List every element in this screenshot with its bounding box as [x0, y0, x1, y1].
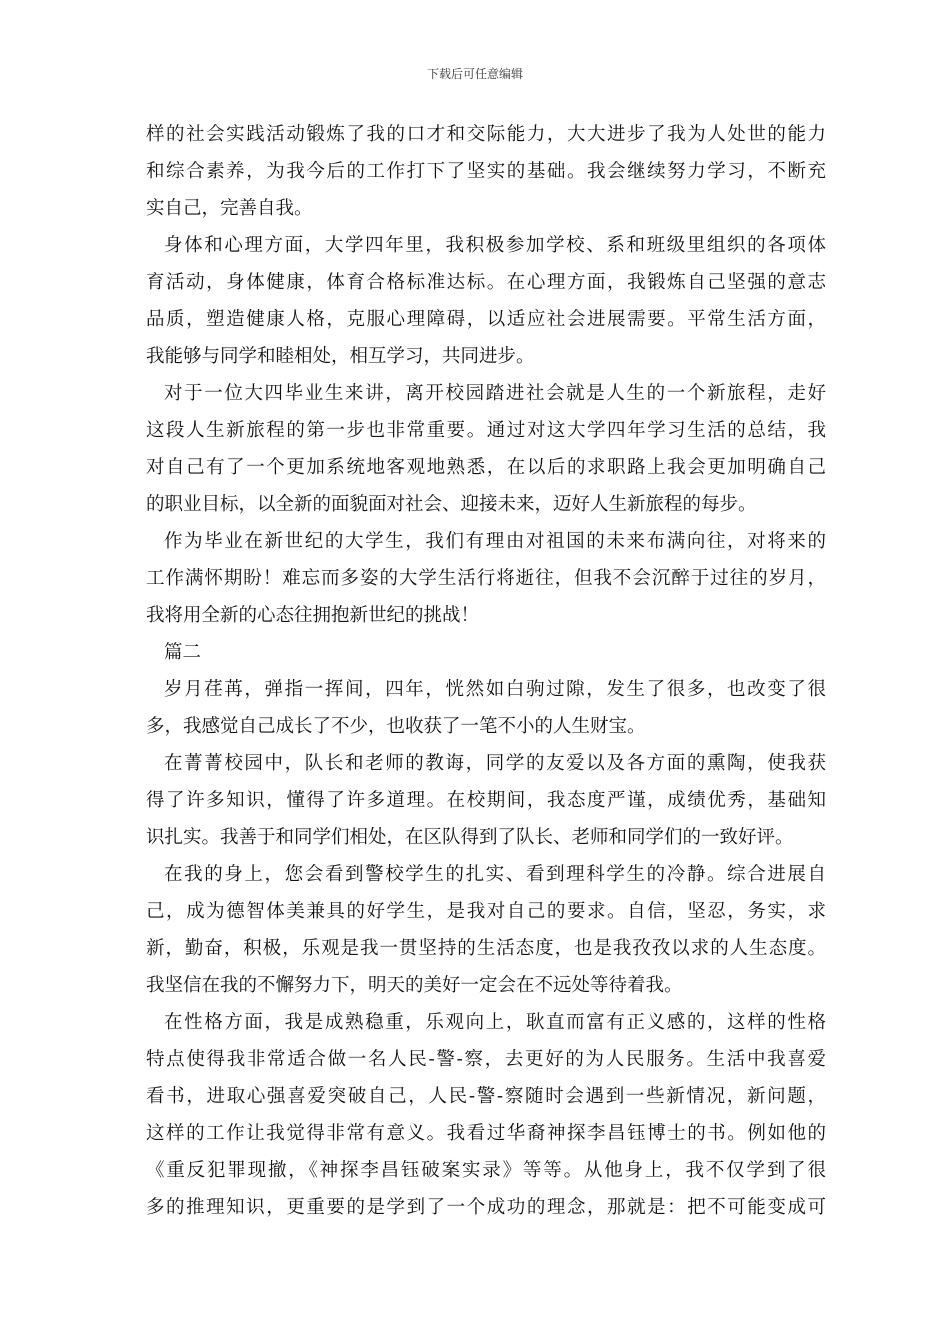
text-line: 对自己有了一个更加系统地客观地熟悉，在以后的求职路上我会更加明确自己 [146, 457, 826, 478]
text-line: 育活动，身体健康，体育合格标准达标。在心理方面，我锻炼自己坚强的意志 [146, 272, 826, 293]
text-line: 多，我感觉自己成长了不少，也收获了一笔不小的人生财宝。 [146, 716, 646, 737]
text-line: 《重反犯罪现撤，《神探李昌钰破案实录》等等。从他身上，我不仅学到了很 [146, 1160, 826, 1181]
text-line: 实自己，完善自我。 [146, 198, 313, 219]
text-line: 岁月荏苒，弹指一挥间，四年，恍然如白驹过隙，发生了很多，也改变了很 [164, 679, 826, 700]
text-line: 在菁菁校园中，队长和老师的教诲，同学的友爱以及各方面的熏陶，使我获 [164, 753, 826, 774]
text-line: 多的推理知识，更重要的是学到了一个成功的理念，那就是：把不可能变成可 [146, 1197, 826, 1218]
text-line: 我坚信在我的不懈努力下，明天的美好一定会在不远处等待着我。 [146, 975, 683, 996]
text-line: 我将用全新的心态往拥抱新世纪的挑战！ [146, 605, 480, 626]
text-line: 特点使得我非常适合做一名人民-警-察，去更好的为人民服务。生活中我喜爱 [146, 1049, 826, 1070]
text-line: 的职业目标，以全新的面貌面对社会、迎接未来，迈好人生新旅程的每步。 [146, 494, 757, 515]
page-header: 下载后可任意编辑 [426, 67, 523, 81]
text-line: 得了许多知识，懂得了许多道理。在校期间，我态度严谨，成绩优秀，基础知 [146, 790, 826, 811]
document-body [146, 116, 826, 1226]
text-line: 工作满怀期盼！难忘而多姿的大学生活行将逝往，但我不会沉醉于过往的岁月， [146, 568, 826, 589]
text-line: 身体和心理方面，大学四年里，我积极参加学校、系和班级里组织的各项体 [164, 235, 826, 256]
text-line: 样的社会实践活动锻炼了我的口才和交际能力，大大进步了我为人处世的能力 [146, 124, 826, 145]
text-line: 这样的工作让我觉得非常有意义。我看过华裔神探李昌钰博士的书。例如他的 [146, 1123, 826, 1144]
text-line: 在我的身上，您会看到警校学生的扎实、看到理科学生的冷静。综合进展自 [164, 864, 826, 885]
section-heading: 篇二 [164, 642, 202, 663]
text-line: 我能够与同学和睦相处，相互学习，共同进步。 [146, 346, 535, 367]
text-line: 作为毕业在新世纪的大学生，我们有理由对祖国的未来布满向往，对将来的 [164, 531, 826, 552]
text-line: 品质，塑造健康人格，克服心理障碍，以适应社会进展需要。平常生活方面， [146, 309, 826, 330]
text-line: 新，勤奋，积极，乐观是我一贯坚持的生活态度，也是我孜孜以求的人生态度。 [146, 938, 826, 959]
text-line: 和综合素养，为我今后的工作打下了坚实的基础。我会继续努力学习，不断充 [146, 161, 826, 182]
text-line: 对于一位大四毕业生来讲，离开校园踏进社会就是人生的一个新旅程，走好 [164, 383, 826, 404]
text-line: 识扎实。我善于和同学们相处，在区队得到了队长、老师和同学们的一致好评。 [146, 827, 794, 848]
text-line: 这段人生新旅程的第一步也非常重要。通过对这大学四年学习生活的总结，我 [146, 420, 826, 441]
text-line: 己，成为德智体美兼具的好学生，是我对自己的要求。自信，坚忍，务实，求 [146, 901, 826, 922]
text-line: 在性格方面，我是成熟稳重，乐观向上，耿直而富有正义感的，这样的性格 [164, 1012, 826, 1033]
text-line: 看书，进取心强喜爱突破自己，人民-警-察随时会遇到一些新情况，新问题， [146, 1086, 826, 1107]
